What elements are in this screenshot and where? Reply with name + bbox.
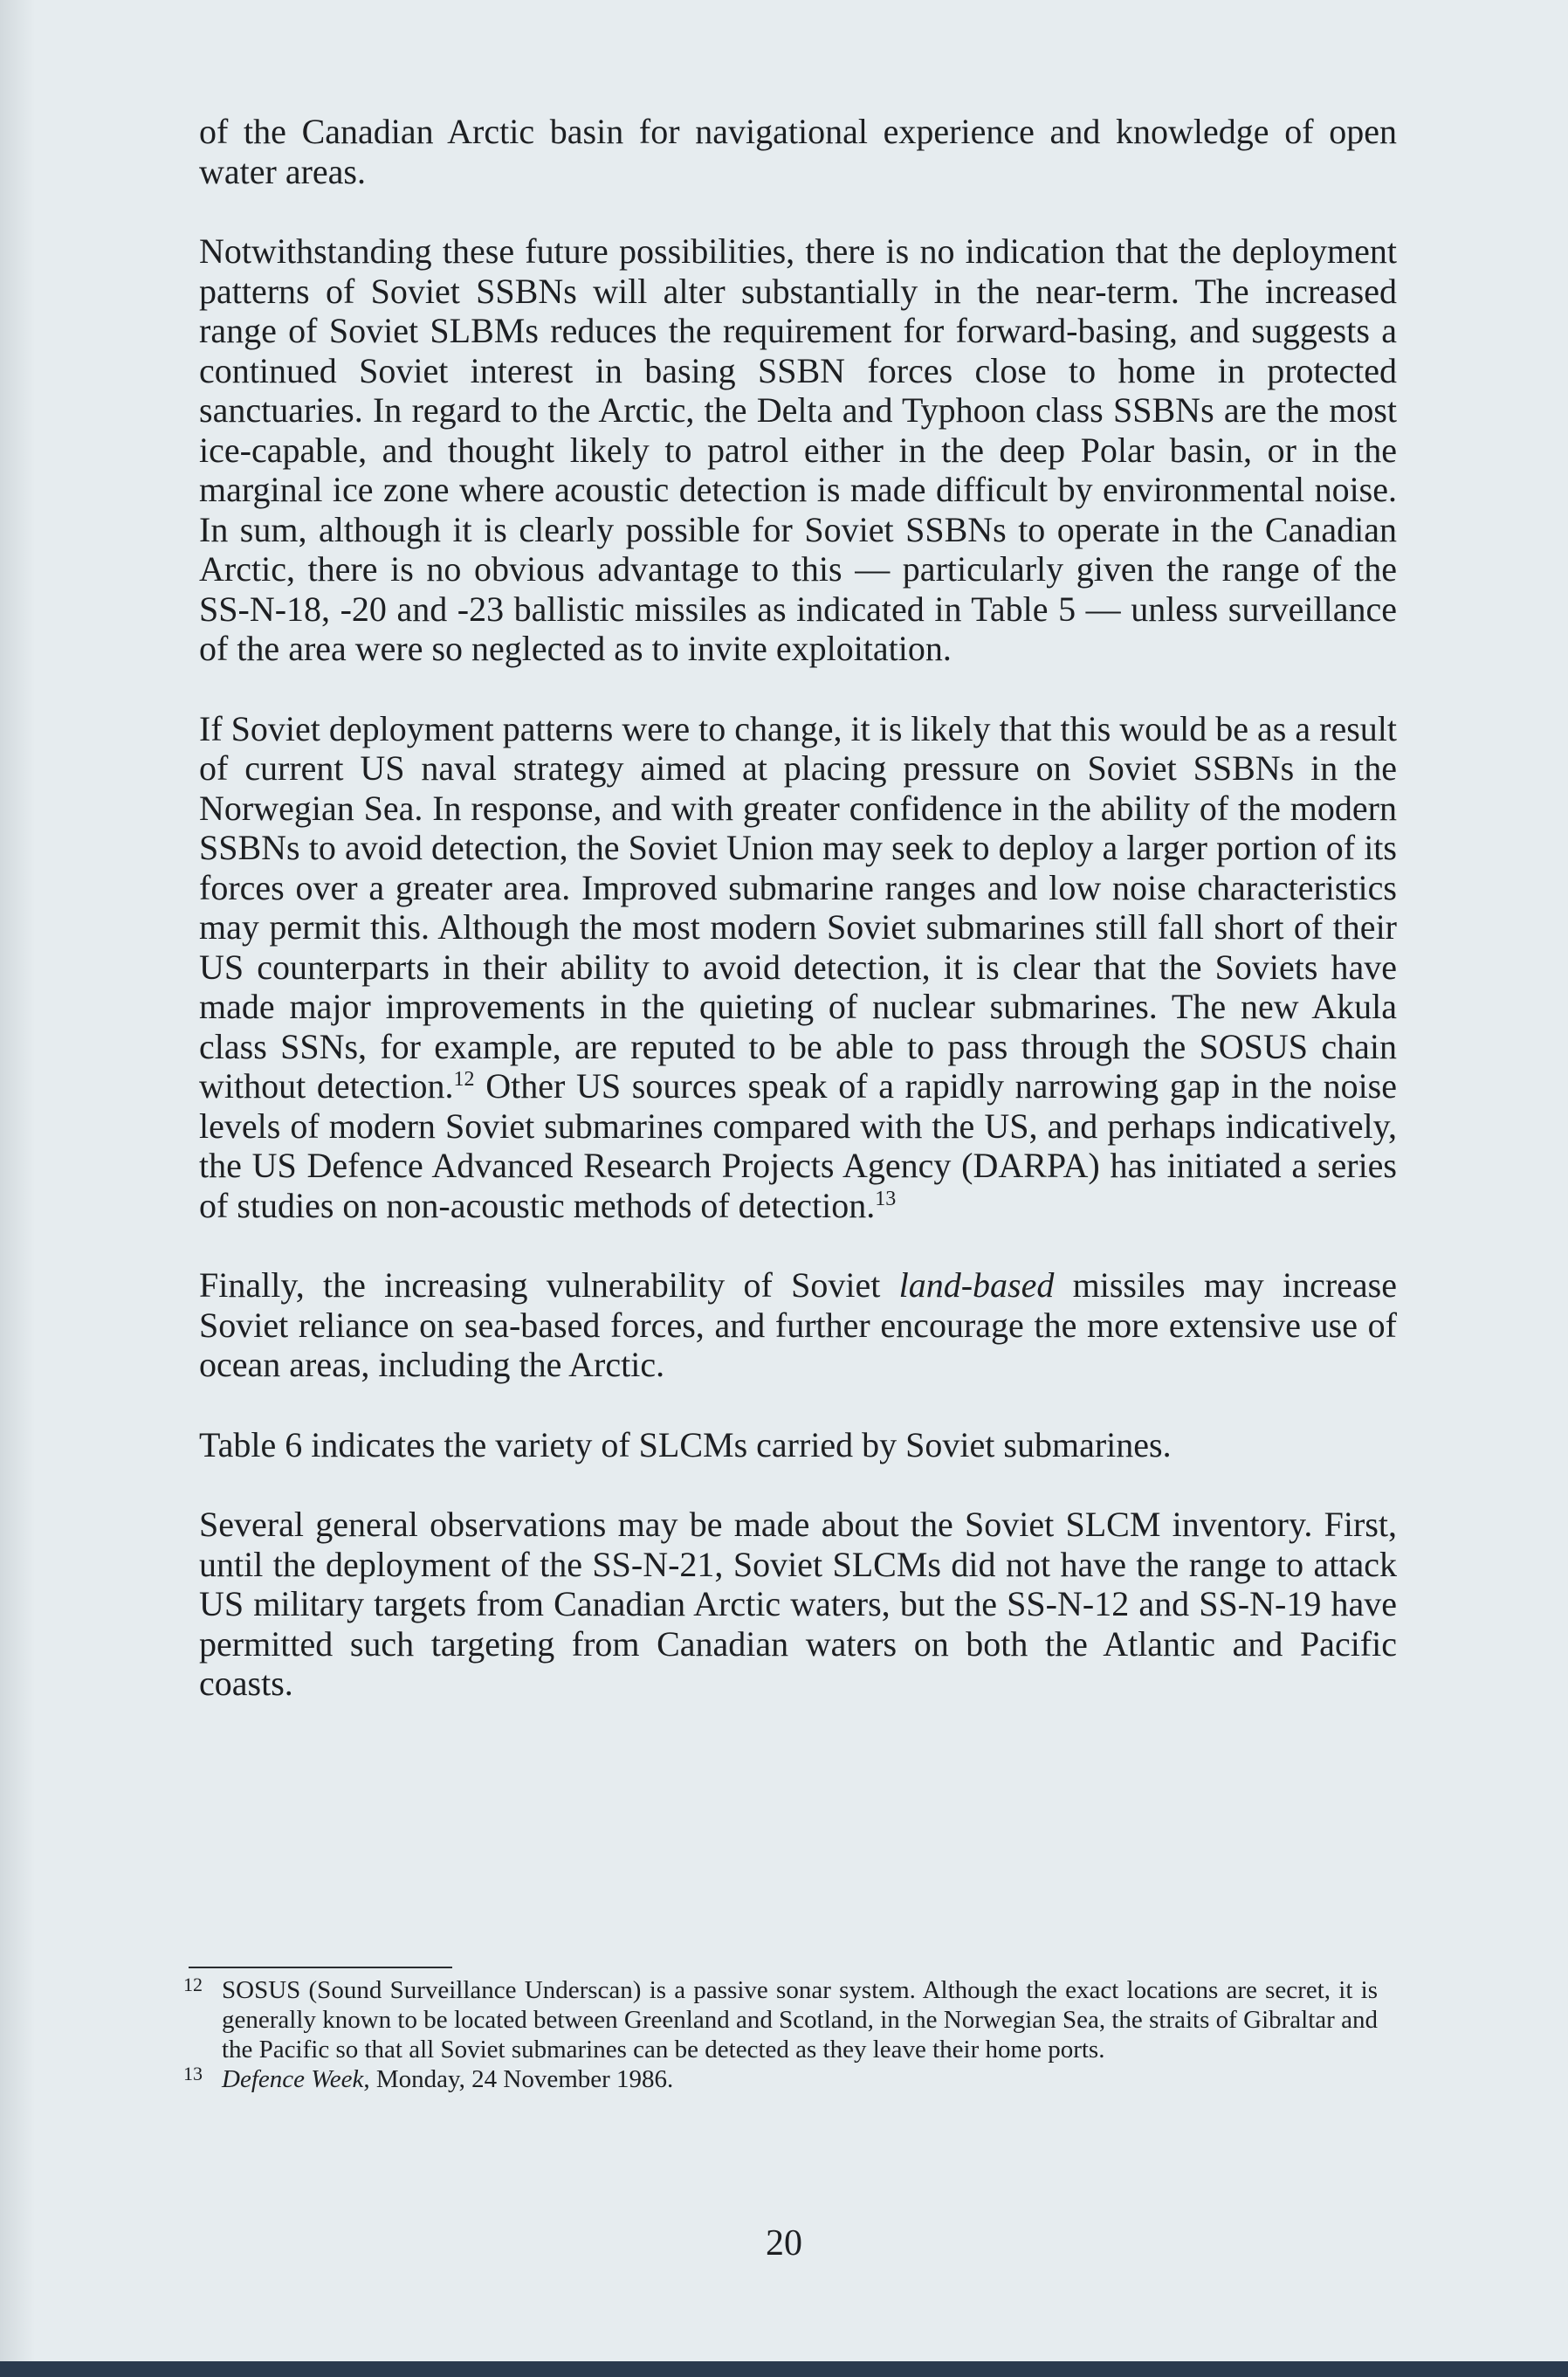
- paragraph-2: Notwithstanding these future possibilities, there is no indication that the deployment patterns of Soviet SSBNs will alter substantially in the near-term. The increased range of Soviet SLBMs reduces the requirement for forward-basing, and suggests a continued Soviet interest in basing SSBN forces close to home in protected sanctuaries. In regard to the Arctic, the Delta and Typhoon class SSBNs are the most ice-capable, and thought likely to patrol either in the deep Polar basin, or in the marginal ice zone where acoustic detection is made difficult by environmental noise. In sum, although it is clearly possible for Soviet SSBNs to operate in the Canadian Arctic, there is no obvious advantage to this — particularly given the range of the SS-N-18, -20 and -23 ballistic missiles as indicated in Table 5 — unless surveillance of the area were so neglected as to invite exploitation.: [199, 231, 1397, 668]
- footnote-text: , Monday, 24 November 1986.: [363, 2065, 674, 2093]
- paragraph-4-emphasis: land-based: [898, 1265, 1055, 1305]
- page-number: 20: [766, 2223, 802, 2263]
- paragraph-4-part-a: Finally, the increasing vulnerability of Soviet: [199, 1265, 899, 1305]
- paragraph-3: [199, 709, 1397, 1226]
- footnotes: [183, 1975, 1378, 2094]
- footnote-12: [183, 1975, 1378, 2064]
- footnote-text: SOSUS (Sound Surveillance Underscan) is a passive sonar system. Although the exact locations are secret, it is generally known to be located between Greenland and Scotland, in the Norwegian Sea, the straits of Gibraltar and the Pacific so that all Soviet submarines can be detected as they leave their home ports.: [222, 1976, 1378, 2064]
- paragraph-6: Several general observations may be made about the Soviet SLCM inventory. First, until the deployment of the SS-N-21, Soviet SLCMs did not have the range to attack US military targets from Canadian Arctic waters, but the SS-N-12 and SS-N-19 have permitted such targeting from Canadian waters on both the Atlantic and Pacific coasts.: [199, 1505, 1397, 1703]
- footnote-number: 13: [183, 2063, 203, 2084]
- footnote-ref-13[interactable]: 13: [875, 1187, 897, 1210]
- footnote-number: 12: [183, 1974, 203, 1995]
- footnote-source-title: Defence Week: [222, 2065, 364, 2093]
- paragraph-3-part-a: If Soviet deployment patterns were to change, it is likely that this would be as a result of current US naval strategy aimed at placing pressure on Soviet SSBNs in the Norwegian Sea. In response, and with greater confidence in the ability of the modern SSBNs to avoid detection, the Soviet Union may seek to deploy a larger portion of its forces over a greater area. Improved submarine ranges and low noise characteristics may permit this. Although the most modern Soviet submarines still fall short of their US counterparts in their ability to avoid detection, it is clear that the Soviets have made major improvements in the quieting of nuclear submarines. The new Akula class SSNs, for example, are reputed to be able to pass through the SOSUS chain without detection.: [199, 708, 1397, 1106]
- paragraph-4-part-b: missiles may increase Soviet reliance on sea-based forces, and further encourage the more extensive use of ocean areas, including the Arctic.: [199, 1265, 1397, 1384]
- paragraph-3-part-b: Other US sources speak of a rapidly narrowing gap in the noise levels of modern Soviet submarines compared with the US, and perhaps indicatively, the US Defence Advanced Research Projects Agency (DARPA) has initiated a series of studies on non-acoustic methods of detection.: [199, 1066, 1398, 1225]
- footnote-13: [183, 2064, 1378, 2094]
- paragraph-5: Table 6 indicates the variety of SLCMs carried by Soviet submarines.: [199, 1424, 1172, 1464]
- body-text: [199, 112, 1397, 1744]
- paragraph-1: of the Canadian Arctic basin for navigational experience and knowledge of open water areas.: [199, 112, 1397, 191]
- page-bottom-edge: [0, 2361, 1568, 2377]
- page-binding-edge: [0, 0, 35, 2377]
- paragraph-4: [199, 1265, 1397, 1385]
- footnote-divider: [189, 1967, 452, 1968]
- footnote-ref-12[interactable]: 12: [453, 1068, 475, 1091]
